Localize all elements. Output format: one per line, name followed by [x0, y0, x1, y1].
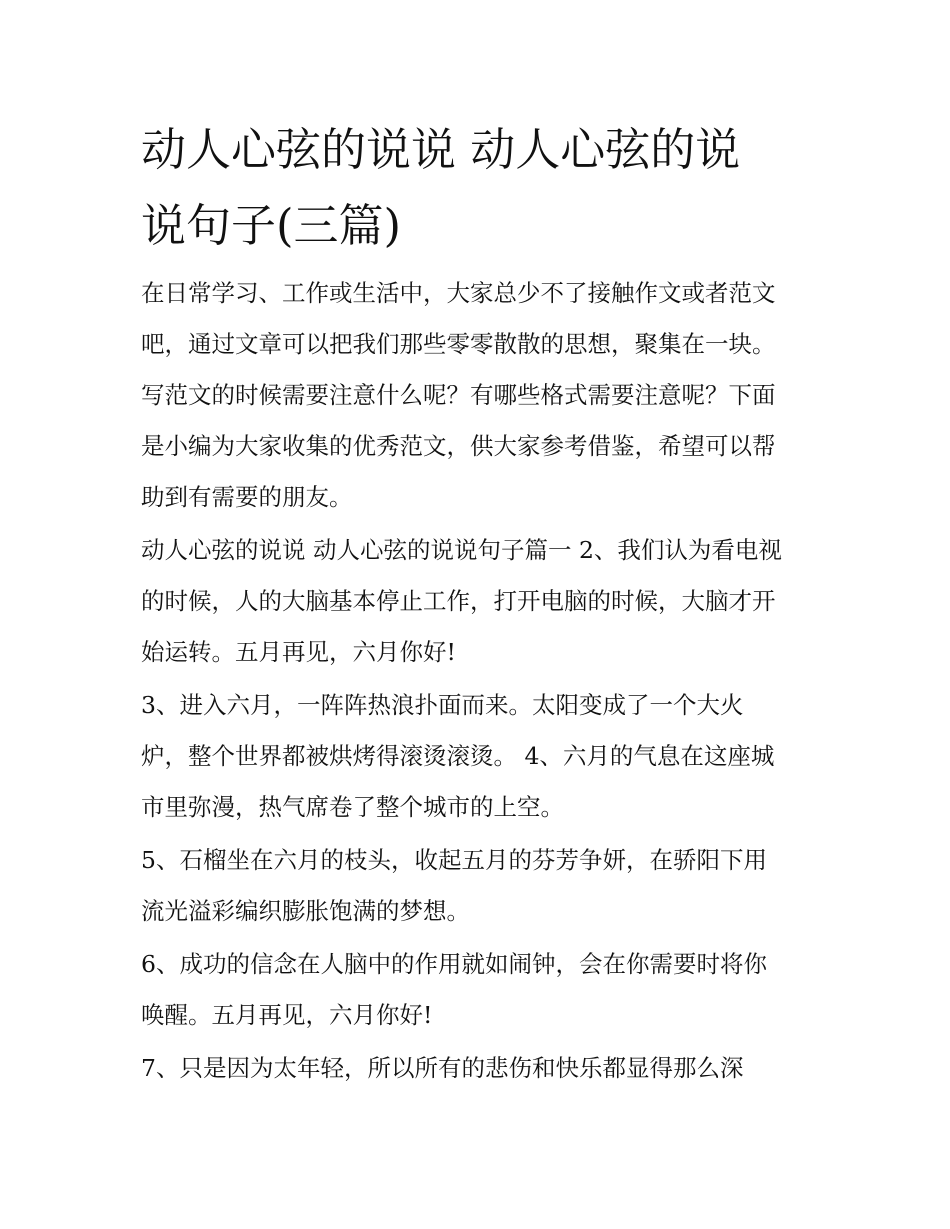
text-line: 市里弥漫，热气席卷了整个城市的上空。 — [141, 793, 564, 821]
paragraph-item-5 — [141, 835, 813, 937]
text-line: 炉，整个世界都被烘烤得滚烫滚烫。 4、六月的气息在这座城 — [141, 742, 775, 770]
text-line: 始运转。五月再见，六月你好! — [141, 638, 456, 666]
text-line: 7、只是因为太年轻，所以所有的悲伤和快乐都显得那么深 — [141, 1054, 744, 1082]
text-line: 流光溢彩编织膨胀饱满的梦想。 — [141, 897, 470, 925]
text-line: 6、成功的信念在人脑中的作用就如闹钟，会在你需要时将你 — [141, 950, 767, 978]
text-line: 助到有需要的朋友。 — [141, 483, 353, 511]
text-line: 3、进入六月，一阵阵热浪扑面而来。太阳变成了一个大火 — [141, 691, 744, 719]
text-line: 唤醒。五月再见，六月你好! — [141, 1001, 433, 1029]
text-line: 在日常学习、工作或生活中，大家总少不了接触作文或者范文 — [141, 279, 776, 307]
paragraph-item-2 — [141, 525, 813, 678]
paragraph-item-3-4 — [141, 680, 813, 833]
paragraph-item-7 — [141, 1043, 813, 1094]
title-line: 动人心弦的说说 动人心弦的说 — [141, 123, 741, 176]
title-line: 说句子(三篇) — [141, 199, 402, 252]
text-line: 5、石榴坐在六月的枝头，收起五月的芬芳争妍，在骄阳下用 — [141, 846, 767, 874]
text-line: 吧，通过文章可以把我们那些零零散散的思想，聚集在一块。 — [141, 330, 776, 358]
intro-paragraph — [141, 268, 813, 523]
text-line: 的时候，人的大脑基本停止工作，打开电脑的时候，大脑才开 — [141, 587, 776, 615]
text-line: 写范文的时候需要注意什么呢？有哪些格式需要注意呢？下面 — [141, 381, 776, 409]
text-line: 是小编为大家收集的优秀范文，供大家参考借鉴，希望可以帮 — [141, 432, 776, 460]
document-title — [141, 112, 813, 264]
document-body — [141, 112, 813, 1096]
text-line: 动人心弦的说说 动人心弦的说说句子篇一 2、我们认为看电视 — [141, 536, 782, 564]
paragraph-item-6 — [141, 939, 813, 1041]
